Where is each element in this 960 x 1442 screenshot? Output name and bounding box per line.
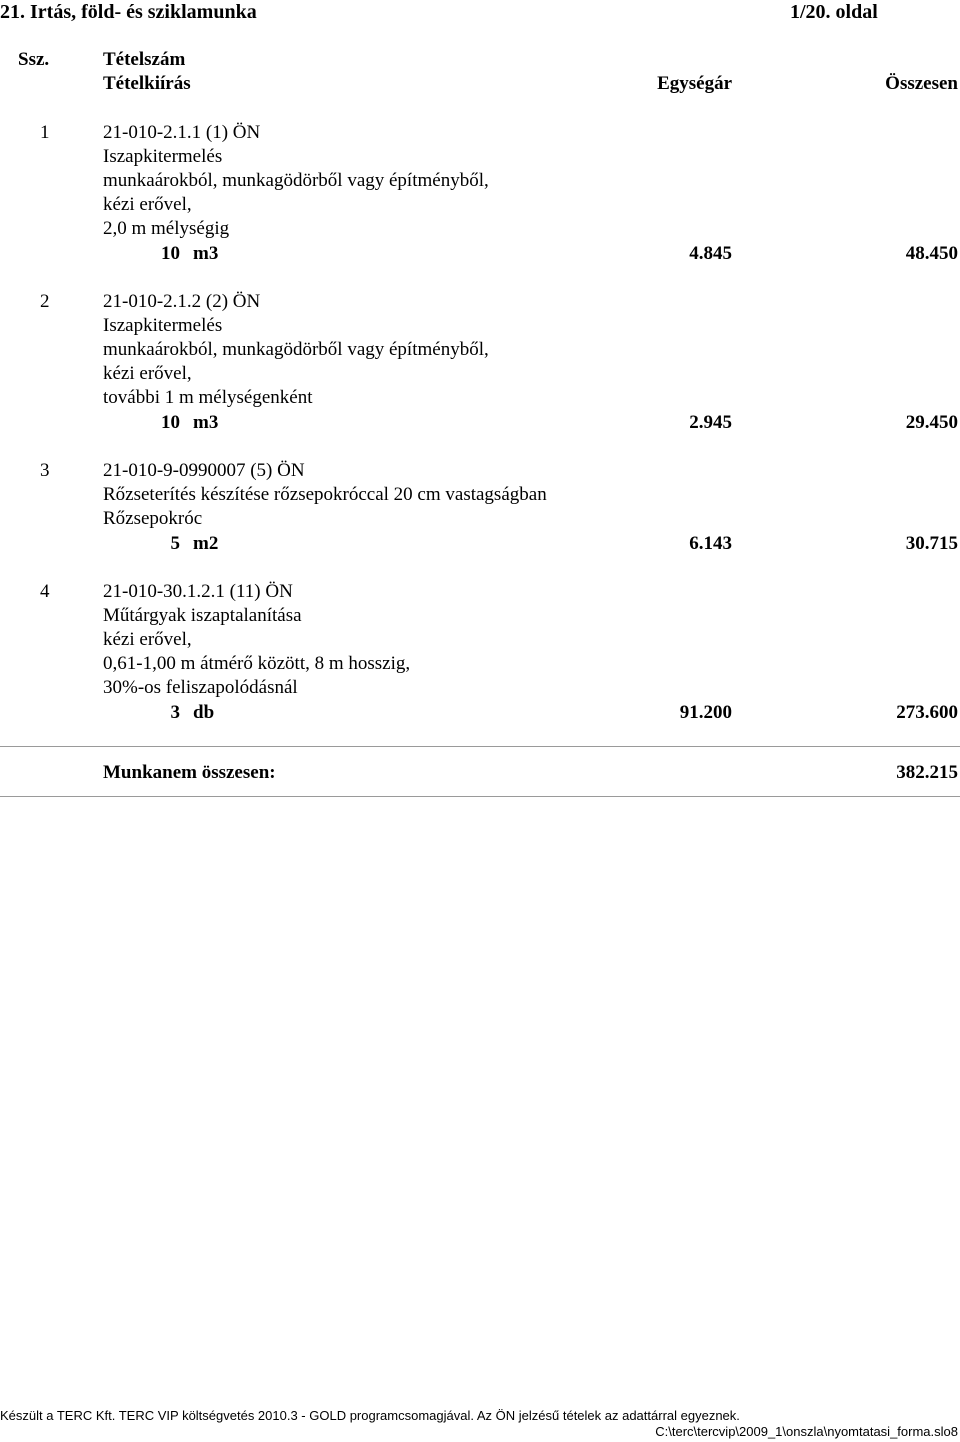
summary-bottom-divider xyxy=(0,796,960,797)
header-tetelkiiras: Tételkiírás xyxy=(103,73,191,94)
item-qty: 5 xyxy=(170,533,180,554)
header-tetelszam: Tételszám xyxy=(103,49,186,70)
item-unit-price: 6.143 xyxy=(689,533,732,554)
item-total: 29.450 xyxy=(905,412,958,433)
item-qty: 10 xyxy=(161,412,180,433)
item-description-line: munkaárokból, munkagödörből vagy építményből, xyxy=(103,170,489,191)
item-description-line: 2,0 m mélységig xyxy=(103,218,230,239)
item-unit-price: 4.845 xyxy=(689,243,732,264)
item-description-line: Iszapkitermelés xyxy=(103,146,223,167)
item-description xyxy=(103,483,547,531)
item-total: 30.715 xyxy=(905,533,958,554)
item-ssz: 2 xyxy=(40,291,50,312)
item-total: 48.450 xyxy=(905,243,958,264)
item-description-line: kézi erővel, xyxy=(103,194,192,215)
item-description-line: munkaárokból, munkagödörből vagy építményből, xyxy=(103,339,489,360)
item-description-line: kézi erővel, xyxy=(103,363,192,384)
item-unit: m3 xyxy=(193,412,219,433)
item-description-line: kézi erővel, xyxy=(103,629,192,650)
summary-label: Munkanem összesen: xyxy=(103,762,276,783)
item-total: 273.600 xyxy=(896,702,958,723)
item-unit-price: 2.945 xyxy=(689,412,732,433)
item-qty: 10 xyxy=(161,243,180,264)
page-title: 21. Irtás, föld- és sziklamunka xyxy=(0,1,257,23)
item-code: 21-010-9-0990007 (5) ÖN xyxy=(103,460,305,481)
summary-top-divider xyxy=(0,746,960,747)
item-description xyxy=(103,314,489,410)
item-description xyxy=(103,145,489,241)
item-description-line: további 1 m mélységenként xyxy=(103,387,313,408)
item-unit: db xyxy=(193,702,215,723)
item-ssz: 3 xyxy=(40,460,50,481)
item-code: 21-010-30.1.2.1 (11) ÖN xyxy=(103,581,293,602)
item-ssz: 4 xyxy=(40,581,50,602)
item-description-line: 30%-os feliszapolódásnál xyxy=(103,677,298,698)
item-unit: m3 xyxy=(193,243,219,264)
item-description-line: Műtárgyak iszaptalanítása xyxy=(103,605,302,626)
item-description-line: 0,61-1,00 m átmérő között, 8 m hosszig, xyxy=(103,653,411,674)
header-osszesen: Összesen xyxy=(885,73,958,94)
item-qty: 3 xyxy=(170,702,180,723)
item-code: 21-010-2.1.1 (1) ÖN xyxy=(103,122,261,143)
item-description xyxy=(103,604,410,700)
footer-path: C:\terc\tercvip\2009_1\onszla\nyomtatasi_forma.slo8 xyxy=(655,1424,958,1439)
footer-credit: Készült a TERC Kft. TERC VIP költségvetés 2010.3 - GOLD programcsomagjával. Az ÖN jelzésű tételek az adattárral egyeznek. xyxy=(0,1408,740,1423)
item-code: 21-010-2.1.2 (2) ÖN xyxy=(103,291,261,312)
item-unit-price: 91.200 xyxy=(679,702,732,723)
header-egysegar: Egységár xyxy=(657,73,732,94)
header-ssz: Ssz. xyxy=(18,49,50,70)
item-description-line: Rőzseterítés készítése rőzsepokróccal 20 cm vastagságban xyxy=(103,484,547,505)
item-description-line: Rőzsepokróc xyxy=(103,508,203,529)
summary-total: 382.215 xyxy=(896,762,958,783)
item-description-line: Iszapkitermelés xyxy=(103,315,223,336)
page-number: 1/20. oldal xyxy=(790,1,878,23)
item-unit: m2 xyxy=(193,533,219,554)
item-ssz: 1 xyxy=(40,122,50,143)
